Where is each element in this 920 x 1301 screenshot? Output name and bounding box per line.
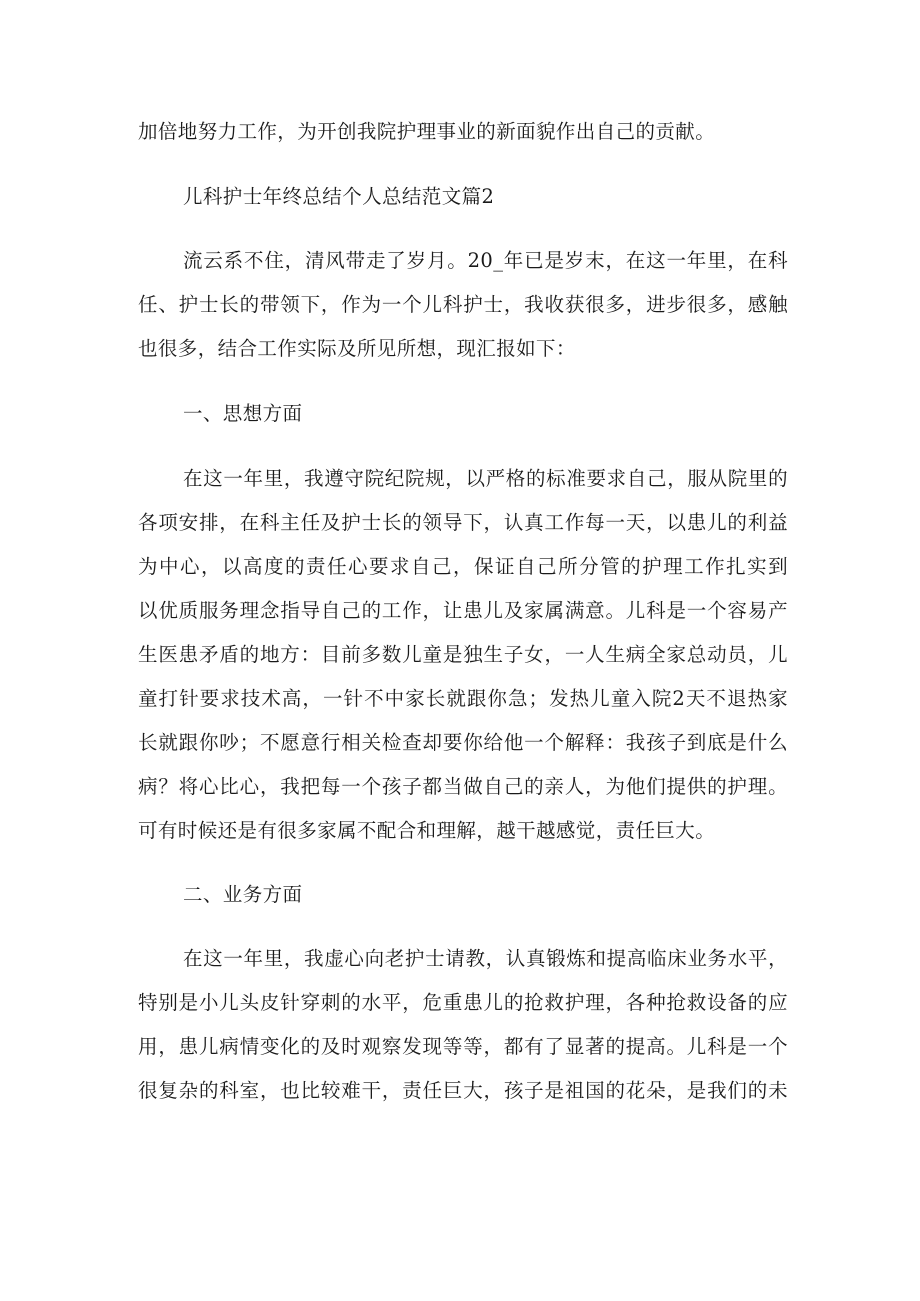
intro-line-1: 流云系不住，清风带走了岁月。20_年已是岁末，在这一年里，在科 [183,249,788,272]
section1-line-5: 生医患矛盾的地方：目前多数儿童是独生子女，一人生病全家总动员，儿 [138,643,788,666]
section1-line-9: 可有时候还是有很多家属不配合和理解，越干越感觉，责任巨大。 [138,819,716,842]
section2-line-3: 用，患儿病情变化的及时观察发现等等，都有了显著的提高。儿科是一个 [138,1035,788,1058]
section1-heading: 一、思想方面 [183,402,303,425]
opening-line: 加倍地努力工作，为开创我院护理事业的新面貌作出自己的贡献。 [138,120,716,143]
intro-line-2: 任、护士长的带领下，作为一个儿科护士，我收获很多，进步很多，感触 [138,293,788,316]
section1-line-6: 童打针要求技术高，一针不中家长就跟你急；发热儿童入院2天不退热家 [138,687,788,710]
section2-line-2: 特别是小儿头皮针穿刺的水平，危重患儿的抢救护理，各种抢救设备的应 [138,991,788,1014]
section2-line-1: 在这一年里，我虚心向老护士请教，认真锻炼和提高临床业务水平， [183,947,788,970]
section1-line-4: 以优质服务理念指导自己的工作，让患儿及家属满意。儿科是一个容易产 [138,599,788,622]
section1-line-7: 长就跟你吵；不愿意行相关检查却要你给他一个解释：我孩子到底是什么 [138,731,788,754]
section2-line-4: 很复杂的科室，也比较难干，责任巨大，孩子是祖国的花朵，是我们的未 [138,1079,788,1102]
section2-heading: 二、业务方面 [183,883,303,906]
intro-line-3: 也很多，结合工作实际及所见所想，现汇报如下： [138,337,576,360]
section1-line-3: 为中心，以高度的责任心要求自己，保证自己所分管的护理工作扎实到 [138,555,788,578]
article-title: 儿科护士年终总结个人总结范文篇2 [183,185,495,208]
section1-line-8: 病？将心比心，我把每一个孩子都当做自己的亲人，为他们提供的护理。 [138,775,788,798]
section1-line-1: 在这一年里，我遵守院纪院规，以严格的标准要求自己，服从院里的 [183,467,788,490]
section1-line-2: 各项安排，在科主任及护士长的领导下，认真工作每一天，以患儿的利益 [138,511,788,534]
